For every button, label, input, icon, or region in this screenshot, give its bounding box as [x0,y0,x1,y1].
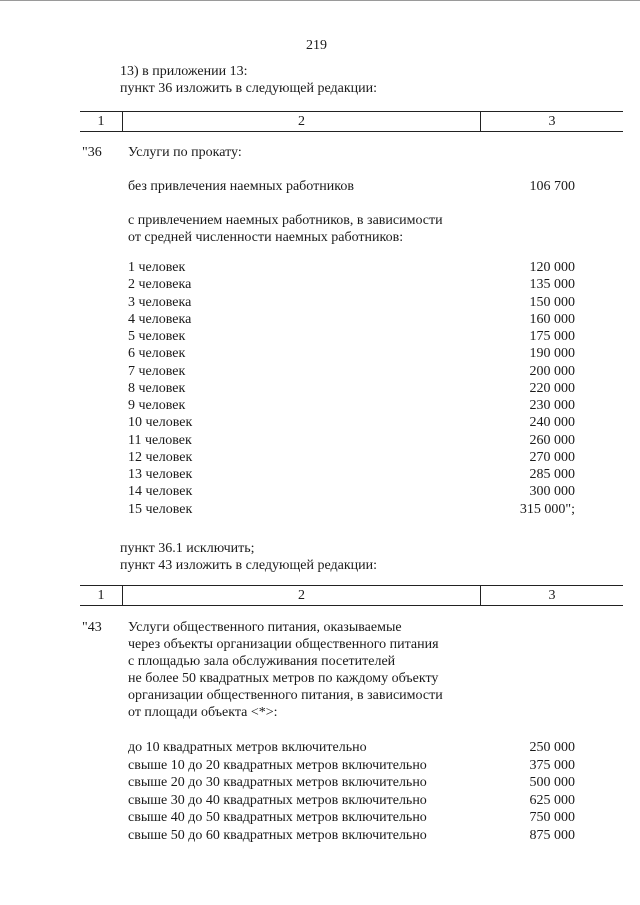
item-43-row-label: свыше 30 до 40 квадратных метров включительно [128,792,427,808]
item-43-row [128,827,575,844]
item-43-row-label: свыше 40 до 50 квадратных метров включительно [128,810,427,825]
item-36-row-label: 1 человек [128,260,186,275]
item-43-row-value: 250 000 [529,740,575,755]
item-36-row [128,414,575,431]
item-36-row-value: 150 000 [529,294,575,310]
item-43-row-label: свыше 10 до 20 квадратных метров включительно [128,757,427,773]
header-col-1: 1 [97,114,105,129]
item-36-row [128,259,575,276]
item-36-no-hired-value: 106 700 [529,179,575,194]
item-36-row-label: 4 человека [128,311,192,327]
mid-line-1: пункт 36.1 исключить; [120,541,255,556]
item-36-row-value: 160 000 [529,311,575,327]
item-36-row-value: 300 000 [529,484,575,500]
item-43-row-value: 375 000 [529,757,575,773]
item-36-row-value: 285 000 [529,467,575,482]
mid-line-2: пункт 43 изложить в следующей редакции: [120,558,377,573]
item-36-row [128,397,575,414]
table-header-1 [80,111,623,132]
item-36-row-value: 120 000 [529,260,575,275]
item-43-row-label: свыше 50 до 60 квадратных метров включительно [128,827,427,843]
item-36-title: Услуги по прокату: [128,145,242,160]
item-43-row [128,739,575,756]
header-col-1: 1 [97,588,105,603]
item-43-row-value: 500 000 [529,775,575,790]
item-36-row [128,345,575,362]
item-36-row [128,466,575,483]
item-36-row-label: 7 человек [128,363,186,379]
item-36-row-label: 10 человек [128,415,193,431]
item-43-description-line: от площади объекта <*>: [128,705,278,720]
item-36-row-label: 6 человек [128,346,186,362]
page-number: 219 [306,38,327,53]
item-43-row [128,809,575,826]
item-36-row [128,501,575,518]
item-36-row-label: 5 человек [128,329,186,344]
item-36-row [128,294,575,311]
item-36-hired-line-2: от средней численности наемных работников: [128,230,404,245]
item-36-row-value: 175 000 [529,329,575,344]
item-36-hired-line-1: с привлечением наемных работников, в зависимости [128,213,443,228]
item-36-row-label: 12 человек [128,449,193,465]
item-36-row-value: 200 000 [529,363,575,379]
intro-line-2: пункт 36 изложить в следующей редакции: [120,81,377,96]
item-43-description-line: с площадью зала обслуживания посетителей [128,654,396,669]
header-col-3: 3 [548,114,556,129]
item-36-row [128,311,575,328]
item-43-row-label: до 10 квадратных метров включительно [128,740,367,755]
item-43-description-line: не более 50 квадратных метров по каждому объекту [128,671,439,686]
item-43-row [128,757,575,774]
item-36-no-hired-label: без привлечения наемных работников [128,179,354,194]
item-43-description-line: Услуги общественного питания, оказываемые [128,620,402,635]
item-43-description-line: через объекты организации общественного питания [128,637,439,652]
item-43-row-value: 875 000 [529,827,575,843]
item-36-no-hired-row [128,178,575,195]
header-col-2: 2 [298,114,305,129]
item-36-row [128,363,575,380]
item-36-row [128,483,575,500]
item-43-description-line: организации общественного питания, в зависимости [128,688,443,703]
table-header-2 [80,585,623,606]
item-43-row-label: свыше 20 до 30 квадратных метров включительно [128,775,427,790]
item-36-row [128,449,575,466]
item-36-row-value: 190 000 [529,346,575,362]
header-col-2: 2 [298,588,305,603]
item-36-row-label: 2 человека [128,277,192,293]
item-36-row-label: 9 человек [128,398,186,413]
item-43-row-value: 625 000 [529,792,575,808]
item-36-row [128,432,575,449]
item-43-number: "43 [82,620,102,635]
item-36-row-label: 11 человек [128,432,192,448]
item-36-row-value: 230 000 [529,398,575,413]
item-36-row-label: 14 человек [128,484,193,500]
item-36-row-label: 13 человек [128,467,193,482]
intro-line-1: 13) в приложении 13: [120,64,248,79]
item-43-row-value: 750 000 [529,810,575,825]
item-36-row-value: 240 000 [529,415,575,431]
item-36-number: "36 [82,145,102,160]
scan-top-edge-line [0,0,640,1]
item-36-row [128,276,575,293]
item-36-row [128,380,575,397]
item-36-row-value: 315 000"; [519,501,575,517]
item-36-row-label: 3 человека [128,294,192,310]
item-36-row-value: 270 000 [529,449,575,465]
item-36-row-label: 15 человек [128,501,193,517]
header-col-3: 3 [548,588,556,603]
item-43-row [128,774,575,791]
item-36-row-value: 220 000 [529,380,575,396]
item-36-row-value: 135 000 [529,277,575,293]
item-36-row [128,328,575,345]
item-36-row-value: 260 000 [529,432,575,448]
item-43-row [128,792,575,809]
item-36-row-label: 8 человек [128,380,186,396]
